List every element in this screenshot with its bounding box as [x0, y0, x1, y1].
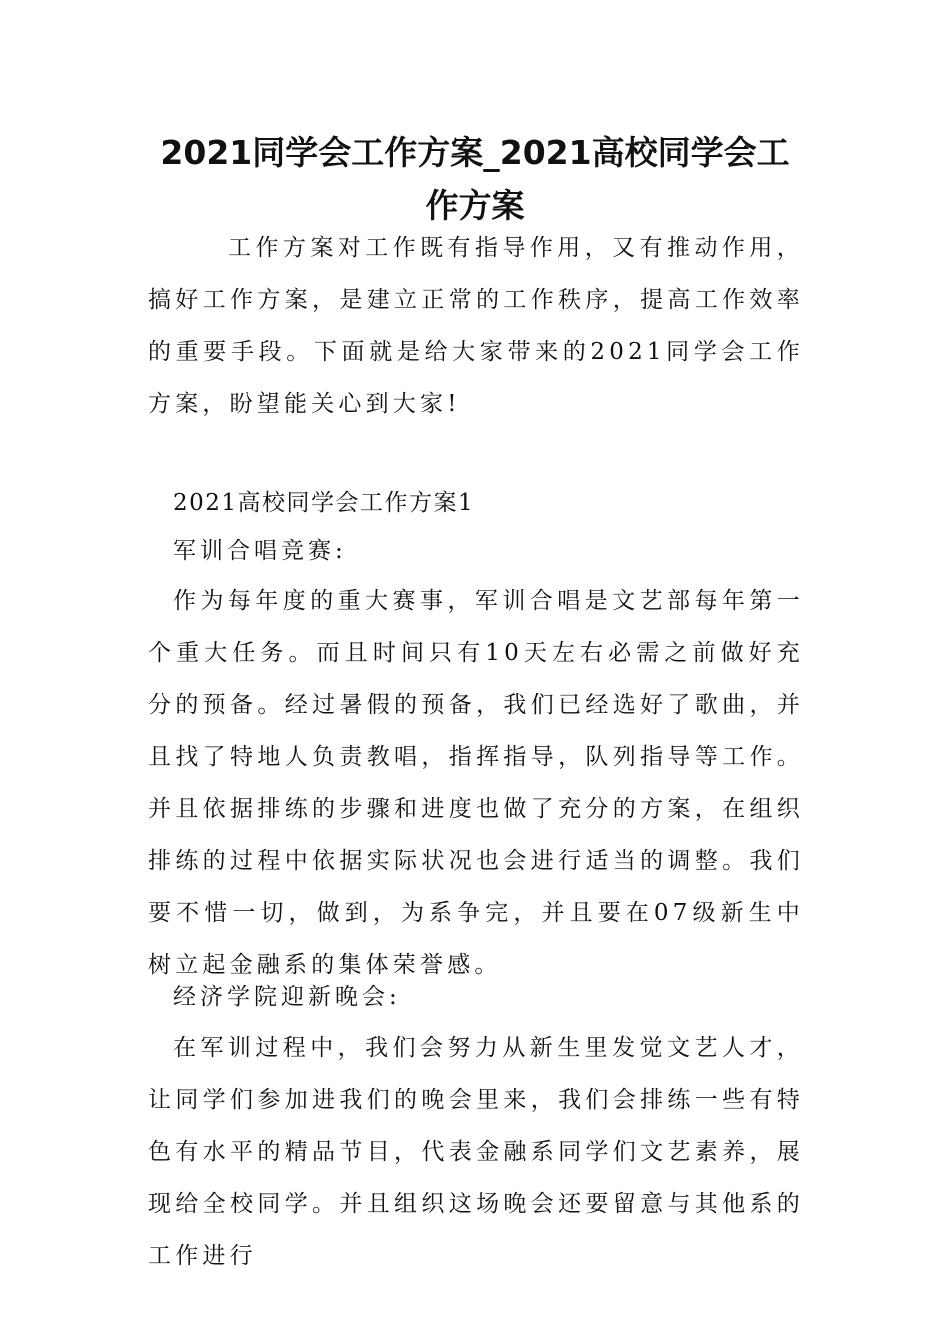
section-heading-choir: 军训合唱竞赛:: [173, 538, 347, 564]
document-title: 2021同学会工作方案_2021高校同学会工作方案: [160, 133, 790, 225]
gala-paragraph: 在军训过程中，我们会努力从新生里发觉文艺人才，让同学们参加进我们的晚会里来，我们会排练一些有特色有水平的精品节目，代表金融系同学们文艺素养，展现给全校同学。并且组织这场晚会还要留意与其他系的工作进行: [148, 1035, 804, 1269]
intro-paragraph: 工作方案对工作既有指导作用，又有推动作用，搞好工作方案，是建立正常的工作秩序，提高工作效率的重要手段。下面就是给大家带来的2021同学会工作方案，盼望能关心到大家!: [148, 235, 804, 417]
plan-title: 2021高校同学会工作方案1: [173, 490, 475, 516]
choir-paragraph: 作为每年度的重大赛事，军训合唱是文艺部每年第一个重大任务。而且时间只有10天左右必需之前做好充分的预备。经过暑假的预备，我们已经选好了歌曲，并且找了特地人负责教唱，指挥指导，队列指导等工作。并且依据排练的步骤和进度也做了充分的方案，在组织排练的过程中依据实际状况也会进行适当的调整。我们要不惜一切，做到，为系争完，并且要在07级新生中树立起金融系的集体荣誉感。: [148, 588, 804, 978]
section-heading-gala: 经济学院迎新晚会:: [173, 984, 401, 1010]
